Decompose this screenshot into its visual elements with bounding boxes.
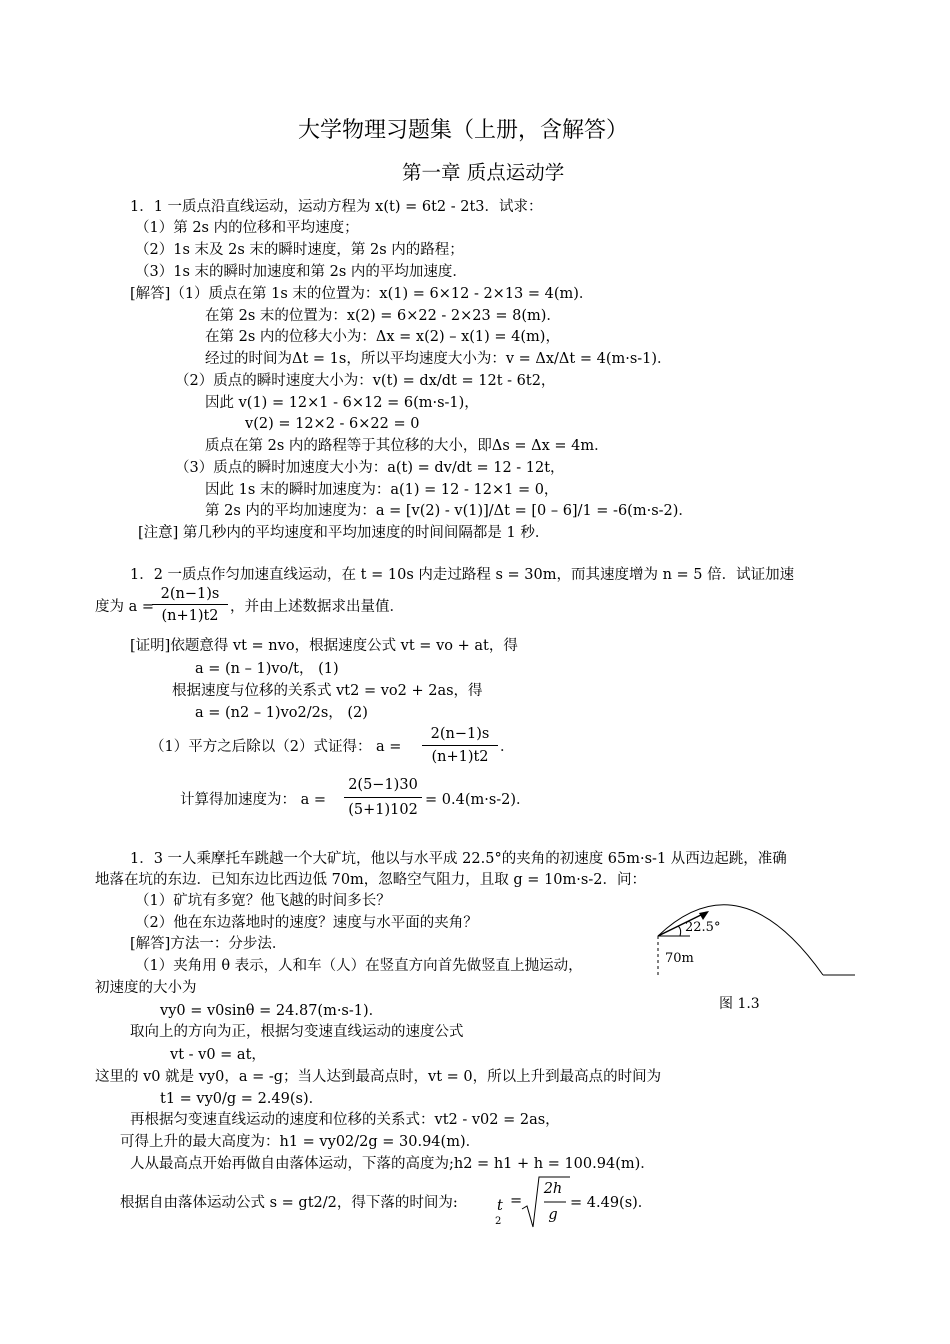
problem-statement: 1．2 一质点作匀加速直线运动，在 t = 10s 内走过路程 s = 30m，而其速度增为 n = 5 倍．试证加速 bbox=[130, 567, 795, 583]
fraction-bar bbox=[152, 604, 228, 605]
solution-line: 根据自由落体运动公式 s = gt2/2，得下落的时间为: bbox=[120, 1195, 458, 1211]
solution-line: 取向上的方向为正，根据匀变速直线运动的速度公式 bbox=[130, 1024, 464, 1040]
solution-line: （3）质点的瞬时加速度大小为：a(t) = dv/dt = 12 - 12t， bbox=[175, 460, 565, 476]
solution-line: 因此 1s 末的瞬时加速度为：a(1) = 12 - 12×1 = 0， bbox=[205, 482, 559, 498]
solution-line: 这里的 v0 就是 vy0，a = -g；当人达到最高点时，vt = 0，所以上升到最高点的时间为 bbox=[95, 1069, 662, 1085]
height-label: 70m bbox=[665, 951, 694, 966]
angle-arc bbox=[678, 926, 681, 936]
calc-result: = 4.49(s)． bbox=[570, 1195, 653, 1211]
question-3: （3）1s 末的瞬时加速度和第 2s 内的平均加速度． bbox=[135, 264, 467, 280]
solution-line: （2）质点的瞬时速度大小为：v(t) = dx/dt = 12t - 6t2， bbox=[175, 373, 556, 389]
question-1: （1）矿坑有多宽？他飞越的时间多长？ bbox=[135, 893, 391, 909]
proof-line: 根据速度与位移的关系式 vt2 = vo2 + 2as，得 bbox=[172, 683, 483, 699]
question-2: （2）他在东边落地时的速度？速度与水平面的夹角？ bbox=[135, 915, 478, 931]
solution-line: 可得上升的最大高度为：h1 = vy02/2g = 30.94(m)． bbox=[120, 1134, 481, 1150]
solution-line: v(2) = 12×2 - 6×22 = 0 bbox=[245, 416, 420, 432]
solution-line: 人从最高点开始再做自由落体运动，下落的高度为;h2 = h1 + h = 100.94(m)． bbox=[130, 1156, 655, 1172]
calc-line: 计算得加速度为： a = bbox=[180, 792, 327, 808]
angle-label: 22.5° bbox=[685, 920, 721, 935]
solution-line: 在第 2s 内的位移大小为：Δx = x(2) – x(1) = 4(m)， bbox=[205, 329, 560, 345]
solution-line: [解答]（1）质点在第 1s 末的位置为：x(1) = 6×12 - 2×13 = 4(m)． bbox=[130, 286, 594, 302]
solution-line: 第 2s 内的平均加速度为：a = [v(2) - v(1)]/Δt = [0 – 6]/1 = -6(m·s-2)． bbox=[205, 503, 693, 519]
proof-line: （1）平方之后除以（2）式证得： a = bbox=[150, 739, 402, 755]
fraction-numerator: 2(n−1)s bbox=[160, 586, 220, 602]
figure-1-3 bbox=[655, 898, 865, 993]
fraction-numerator: 2(n−1)s bbox=[430, 726, 490, 742]
fraction-denominator: (n+1)t2 bbox=[431, 749, 489, 765]
fraction-denominator: (5+1)102 bbox=[348, 802, 418, 818]
problem-statement: 地落在坑的东边．已知东边比西边低 70m，忽略空气阻力，且取 g = 10m·s-2．问： bbox=[95, 872, 646, 888]
fraction-bar bbox=[344, 797, 422, 798]
solution-line: （1）夹角用 θ 表示，人和车（人）在竖直方向首先做竖直上抛运动， bbox=[135, 958, 583, 974]
fraction-bar bbox=[422, 745, 498, 746]
solution-line: 因此 v(1) = 12×1 - 6×12 = 6(m·s-1)， bbox=[205, 395, 479, 411]
note-line: [注意] 第几秒内的平均速度和平均加速度的时间间隔都是 1 秒． bbox=[138, 525, 550, 541]
figure-caption: 图 1.3 bbox=[719, 996, 760, 1012]
equals-sign: = bbox=[510, 1193, 523, 1209]
sqrt-denominator: g bbox=[548, 1207, 558, 1223]
solution-line: 在第 2s 末的位置为：x(2) = 6×22 - 2×23 = 8(m)． bbox=[205, 308, 561, 324]
solution-line: vy0 = v0sinθ = 24.87(m·s-1)． bbox=[160, 1003, 384, 1019]
proof-line: a = (n – 1)vo/t， (1) bbox=[195, 661, 339, 677]
proof-line: a = (n2 – 1)vo2/2s， (2) bbox=[195, 705, 368, 721]
fraction-numerator: 2(5−1)30 bbox=[348, 777, 418, 793]
statement-suffix: ，并由上述数据求出量值． bbox=[230, 599, 404, 615]
solution-line: [解答]方法一：分步法． bbox=[130, 936, 287, 952]
time-subscript: 2 bbox=[495, 1216, 502, 1227]
question-1: （1）第 2s 内的位移和平均速度； bbox=[135, 220, 359, 236]
sqrt-numerator: 2h bbox=[543, 1181, 563, 1197]
solution-line: 质点在第 2s 内的路程等于其位移的大小，即Δs = Δx = 4m． bbox=[205, 438, 609, 454]
solution-line: 经过的时间为Δt = 1s，所以平均速度大小为：v = Δx/Δt = 4(m·s-1)． bbox=[205, 351, 672, 367]
statement-prefix: 度为 a = bbox=[95, 599, 155, 615]
calc-result: = 0.4(m·s-2)． bbox=[425, 792, 531, 808]
solution-line: vt - v0 = at， bbox=[170, 1047, 266, 1063]
fraction-denominator: (n+1)t2 bbox=[161, 608, 219, 624]
proof-line-end: ． bbox=[500, 739, 515, 755]
solution-line: t1 = vy0/g = 2.49(s)． bbox=[160, 1091, 324, 1107]
chapter-heading: 第一章 质点运动学 bbox=[402, 161, 565, 184]
solution-line: 再根据匀变速直线运动的速度和位移的关系式：vt2 - v02 = 2as， bbox=[130, 1112, 560, 1128]
proof-line: [证明]依题意得 vt = nvo，根据速度公式 vt = vo + at，得 bbox=[130, 638, 518, 654]
solution-line: 初速度的大小为 bbox=[95, 980, 197, 996]
problem-statement: 1．3 一人乘摩托车跳越一个大矿坑，他以与水平成 22.5°的夹角的初速度 65m·s-1 从西边起跳，准确 bbox=[130, 851, 787, 867]
trajectory-diagram bbox=[655, 898, 865, 993]
problem-statement: 1．1 一质点沿直线运动，运动方程为 x(t) = 6t2 - 2t3．试求： bbox=[130, 199, 543, 215]
question-2: （2）1s 末及 2s 末的瞬时速度，第 2s 内的路程； bbox=[135, 242, 464, 258]
time-symbol: t bbox=[497, 1198, 503, 1214]
page-title: 大学物理习题集（上册，含解答） bbox=[298, 118, 629, 143]
